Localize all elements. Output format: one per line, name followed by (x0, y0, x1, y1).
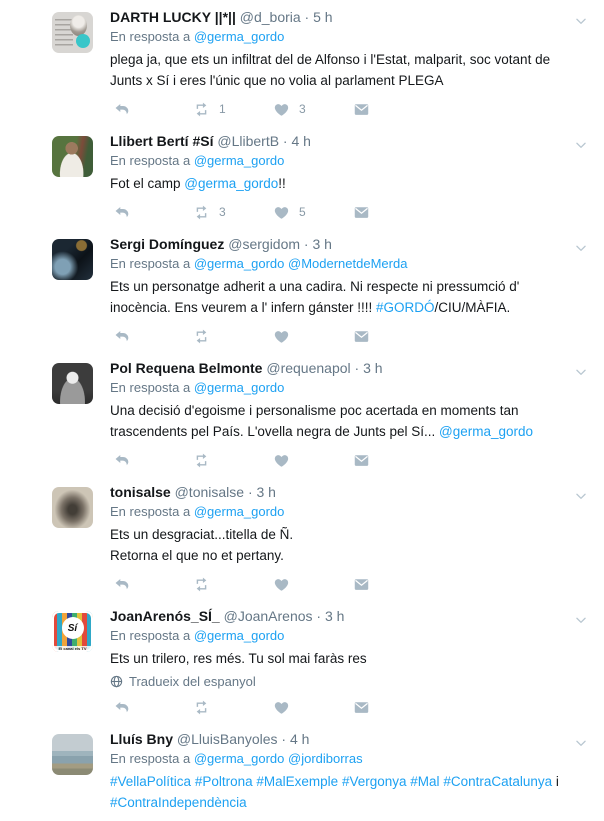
like-button[interactable] (273, 576, 353, 593)
display-name[interactable]: JoanArenós_SÍ_ (110, 608, 220, 624)
like-count: 5 (299, 205, 306, 219)
reply-button[interactable] (113, 328, 193, 345)
action-bar (110, 203, 576, 221)
reply-mention-link[interactable]: @germa_gordo (193, 504, 285, 519)
chevron-down-glyph (574, 736, 588, 750)
tweet[interactable] (0, 601, 604, 724)
display-name[interactable]: tonisalse (110, 484, 171, 500)
tweet-content (110, 359, 576, 469)
tweet[interactable] (0, 229, 604, 353)
entity-link[interactable]: #VellaPolítica (110, 774, 192, 789)
text-segment: Una decisió d'egoisme i personalisme poc acertada en moments tan trascendents pel País. L'ovella negra de Junts pel Sí... (110, 403, 519, 439)
reply-context (110, 255, 576, 272)
like-button[interactable] (273, 328, 353, 345)
reply-prefix: En resposta a (110, 751, 191, 766)
retweet-count: 3 (219, 205, 226, 219)
reply-context (110, 152, 576, 169)
envelope-icon (353, 204, 370, 221)
reply-button[interactable] (113, 101, 193, 118)
reply-links (194, 29, 285, 44)
retweet-button[interactable] (193, 452, 273, 469)
dm-button[interactable] (353, 328, 370, 345)
action-bar (110, 698, 576, 716)
heart-icon (273, 101, 290, 118)
reply-links (194, 751, 363, 766)
text-segment: Fot el camp (110, 176, 185, 191)
chevron-down-icon[interactable] (572, 734, 590, 752)
retweet-icon (193, 204, 210, 221)
chevron-down-glyph (574, 241, 588, 255)
action-bar (110, 575, 576, 593)
tweet-content (110, 132, 576, 221)
retweet-button[interactable] (193, 101, 273, 118)
reply-icon (113, 328, 130, 345)
chevron-down-glyph (574, 613, 588, 627)
avatar[interactable] (52, 12, 93, 53)
handle-and-time[interactable]: @sergidom · 3 h (228, 236, 332, 252)
tweet[interactable] (0, 353, 604, 477)
handle-and-time[interactable]: @requenapol · 3 h (266, 360, 383, 376)
reply-context (110, 379, 576, 396)
text-segment: Ets un desgraciat...titella de Ñ. (110, 527, 294, 542)
tweet-header (110, 132, 576, 150)
retweet-button[interactable] (193, 699, 273, 716)
tweet-header (110, 483, 576, 501)
tweet-header (110, 235, 576, 253)
retweet-count: 1 (219, 102, 226, 116)
action-bar (110, 327, 576, 345)
avatar[interactable] (52, 487, 93, 528)
text-segment: Ets un personatge adherit a una cadira. Ni respecte ni pressumció d' inocència. Ens veurem a l' infern gánster !!!! (110, 279, 520, 315)
envelope-icon (353, 452, 370, 469)
reply-prefix: En resposta a (110, 380, 191, 395)
handle-and-time[interactable]: @LluisBanyoles · 4 h (176, 731, 310, 747)
text-segment: Retorna el que no et pertany. (110, 548, 284, 563)
tweet-header (110, 359, 576, 377)
dm-button[interactable] (353, 452, 370, 469)
entity-link[interactable]: #ContraIndependència (110, 795, 247, 810)
retweet-icon (193, 699, 210, 716)
reply-mention-link[interactable]: @germa_gordo (193, 380, 285, 395)
like-button[interactable] (273, 101, 353, 118)
reply-context (110, 28, 576, 45)
avatar-si-text: Sí (62, 617, 84, 639)
entity-link[interactable]: #MalExemple (256, 774, 339, 789)
action-bar (110, 100, 576, 118)
retweet-icon (193, 576, 210, 593)
reply-icon (113, 204, 130, 221)
avatar[interactable] (52, 611, 93, 652)
chevron-down-icon[interactable] (572, 239, 590, 257)
envelope-icon (353, 576, 370, 593)
dm-button[interactable] (353, 576, 370, 593)
tweet-content (110, 235, 576, 345)
tweet-text (110, 173, 574, 194)
reply-prefix: En resposta a (110, 628, 191, 643)
display-name[interactable]: Pol Requena Belmonte (110, 360, 263, 376)
reply-icon (113, 101, 130, 118)
heart-icon (273, 328, 290, 345)
retweet-icon (193, 101, 210, 118)
chevron-down-glyph (574, 14, 588, 28)
tweet[interactable] (0, 2, 604, 126)
text-segment: !! (278, 176, 286, 191)
retweet-button[interactable] (193, 328, 273, 345)
handle-and-time[interactable]: @tonisalse · 3 h (174, 484, 276, 500)
display-name[interactable]: DARTH LUCKY ||*|| (110, 9, 236, 25)
like-button[interactable] (273, 452, 353, 469)
tweet-text (110, 49, 574, 91)
reply-links (194, 153, 285, 168)
heart-icon (273, 204, 290, 221)
avatar[interactable] (52, 239, 93, 280)
tweet-content (110, 483, 576, 593)
tweet-text (110, 276, 574, 318)
reply-icon (113, 576, 130, 593)
like-count: 3 (299, 102, 306, 116)
entity-link[interactable]: @germa_gordo (439, 424, 534, 439)
like-button[interactable] (273, 204, 353, 221)
reply-mention-link[interactable]: @germa_gordo (193, 29, 285, 44)
entity-link[interactable]: #Mal (410, 774, 440, 789)
entity-link[interactable]: #Poltrona (194, 774, 253, 789)
entity-link[interactable]: #GORDÓ (375, 300, 435, 315)
avatar[interactable] (52, 363, 93, 404)
chevron-down-glyph (574, 365, 588, 379)
tweet-text (110, 771, 574, 813)
chevron-down-glyph (574, 138, 588, 152)
reply-mention-link[interactable]: @ModernetdeMerda (288, 256, 408, 271)
envelope-icon (353, 328, 370, 345)
reply-links (194, 628, 285, 643)
reply-prefix: En resposta a (110, 153, 191, 168)
tweet[interactable] (0, 724, 604, 821)
reply-icon (113, 452, 130, 469)
tweet-text (110, 648, 574, 669)
envelope-icon (353, 699, 370, 716)
reply-button[interactable] (113, 576, 193, 593)
retweet-icon (193, 328, 210, 345)
dm-button[interactable] (353, 101, 370, 118)
chevron-down-glyph (574, 489, 588, 503)
tweet-header (110, 8, 576, 26)
reply-context (110, 503, 576, 520)
text-segment: Ets un trilero, res més. Tu sol mai faràs res (110, 651, 367, 666)
tweet-content (110, 607, 576, 716)
avatar[interactable] (52, 136, 93, 177)
reply-mention-link[interactable]: @germa_gordo (193, 628, 285, 643)
chevron-down-icon[interactable] (572, 363, 590, 381)
reply-icon (113, 699, 130, 716)
display-name[interactable]: Lluís Bny (110, 731, 174, 747)
reply-mention-link[interactable]: @jordiborras (288, 751, 363, 766)
heart-icon (273, 699, 290, 716)
tweet-text (110, 400, 574, 442)
envelope-icon (353, 101, 370, 118)
tweet-header (110, 730, 576, 748)
globe-icon (110, 675, 123, 688)
entity-link[interactable]: @germa_gordo (184, 176, 279, 191)
handle-and-time[interactable]: @LlibertB · 4 h (217, 133, 311, 149)
reply-links (194, 380, 285, 395)
reply-prefix: En resposta a (110, 504, 191, 519)
chevron-down-icon[interactable] (572, 487, 590, 505)
reply-button[interactable] (113, 452, 193, 469)
reply-links (194, 256, 408, 271)
text-segment: i (552, 774, 559, 789)
heart-icon (273, 452, 290, 469)
reply-prefix: En resposta a (110, 256, 191, 271)
reply-mention-link[interactable]: @germa_gordo (193, 751, 285, 766)
like-button[interactable] (273, 699, 353, 716)
retweet-button[interactable] (193, 576, 273, 593)
avatar[interactable] (52, 734, 93, 775)
display-name[interactable]: Llibert Bertí #Sí (110, 133, 214, 149)
tweet-content (110, 730, 576, 813)
display-name[interactable]: Sergi Domínguez (110, 236, 225, 252)
text-segment: plega ja, que ets un infiltrat del de Alfonso i l'Estat, malparit, soc votant de Junts x Sí i eres l'únic que no volia al parlament PLEGA (110, 52, 551, 88)
tweet[interactable] (0, 126, 604, 229)
dm-button[interactable] (353, 204, 370, 221)
reply-mention-link[interactable]: @germa_gordo (193, 256, 285, 271)
reply-button[interactable] (113, 699, 193, 716)
handle-and-time[interactable]: @JoanArenos · 3 h (223, 608, 345, 624)
entity-link[interactable]: #Vergonya (341, 774, 407, 789)
retweet-button[interactable] (193, 204, 273, 221)
chevron-down-icon[interactable] (572, 12, 590, 30)
reply-links (194, 504, 285, 519)
chevron-down-icon[interactable] (572, 611, 590, 629)
translate-label: Tradueix del espanyol (129, 674, 256, 689)
heart-icon (273, 576, 290, 593)
action-bar (110, 451, 576, 469)
tweet-header (110, 607, 576, 625)
reply-context (110, 750, 576, 767)
tweet-text (110, 524, 574, 566)
reply-prefix: En resposta a (110, 29, 191, 44)
reply-button[interactable] (113, 204, 193, 221)
entity-link[interactable]: #ContraCatalunya (443, 774, 553, 789)
translate-row[interactable] (110, 674, 256, 689)
tweet-content (110, 8, 576, 118)
avatar-caption: El canal els TV (52, 646, 93, 651)
handle-and-time[interactable]: @d_boria · 5 h (239, 9, 333, 25)
chevron-down-icon[interactable] (572, 136, 590, 154)
text-segment: /CIU/MÀFIA. (434, 300, 511, 315)
dm-button[interactable] (353, 699, 370, 716)
tweet[interactable] (0, 477, 604, 601)
reply-context (110, 627, 576, 644)
retweet-icon (193, 452, 210, 469)
reply-mention-link[interactable]: @germa_gordo (193, 153, 285, 168)
